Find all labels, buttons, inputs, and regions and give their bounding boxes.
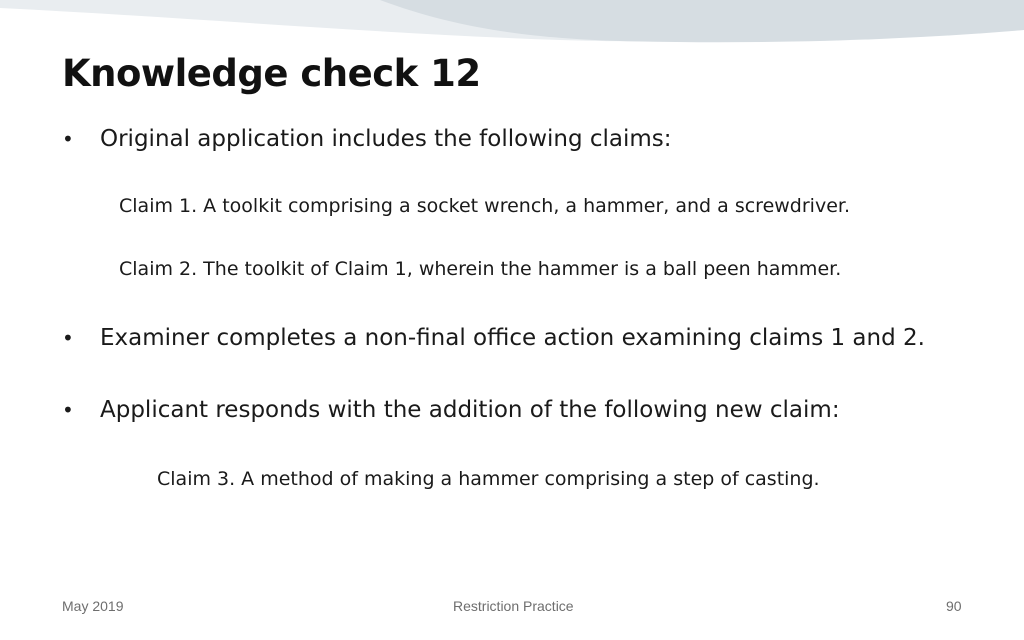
footer-date: May 2019 bbox=[62, 598, 124, 614]
footer-title: Restriction Practice bbox=[453, 598, 574, 614]
bullet-marker: • bbox=[62, 127, 74, 151]
bullet-text: Original application includes the following claims: bbox=[100, 126, 672, 152]
bullet-item-applicant-response bbox=[62, 395, 840, 425]
bullet-text: Examiner completes a non-final office action examining claims 1 and 2. bbox=[100, 325, 925, 351]
bullet-marker: • bbox=[62, 398, 74, 422]
bullet-item-examiner-action bbox=[62, 323, 925, 353]
claim-3-text: Claim 3. A method of making a hammer comprising a step of casting. bbox=[157, 468, 820, 490]
bullet-item-original-application bbox=[62, 124, 672, 154]
bullet-marker: • bbox=[62, 326, 74, 350]
claim-2-text: Claim 2. The toolkit of Claim 1, wherein the hammer is a ball peen hammer. bbox=[119, 258, 842, 280]
bullet-text: Applicant responds with the addition of the following new claim: bbox=[100, 397, 840, 423]
claim-1-text: Claim 1. A toolkit comprising a socket wrench, a hammer, and a screwdriver. bbox=[119, 195, 850, 217]
footer-page-number: 90 bbox=[946, 598, 962, 614]
slide-title: Knowledge check 12 bbox=[62, 52, 481, 95]
header-decorative-band bbox=[0, 0, 1024, 48]
